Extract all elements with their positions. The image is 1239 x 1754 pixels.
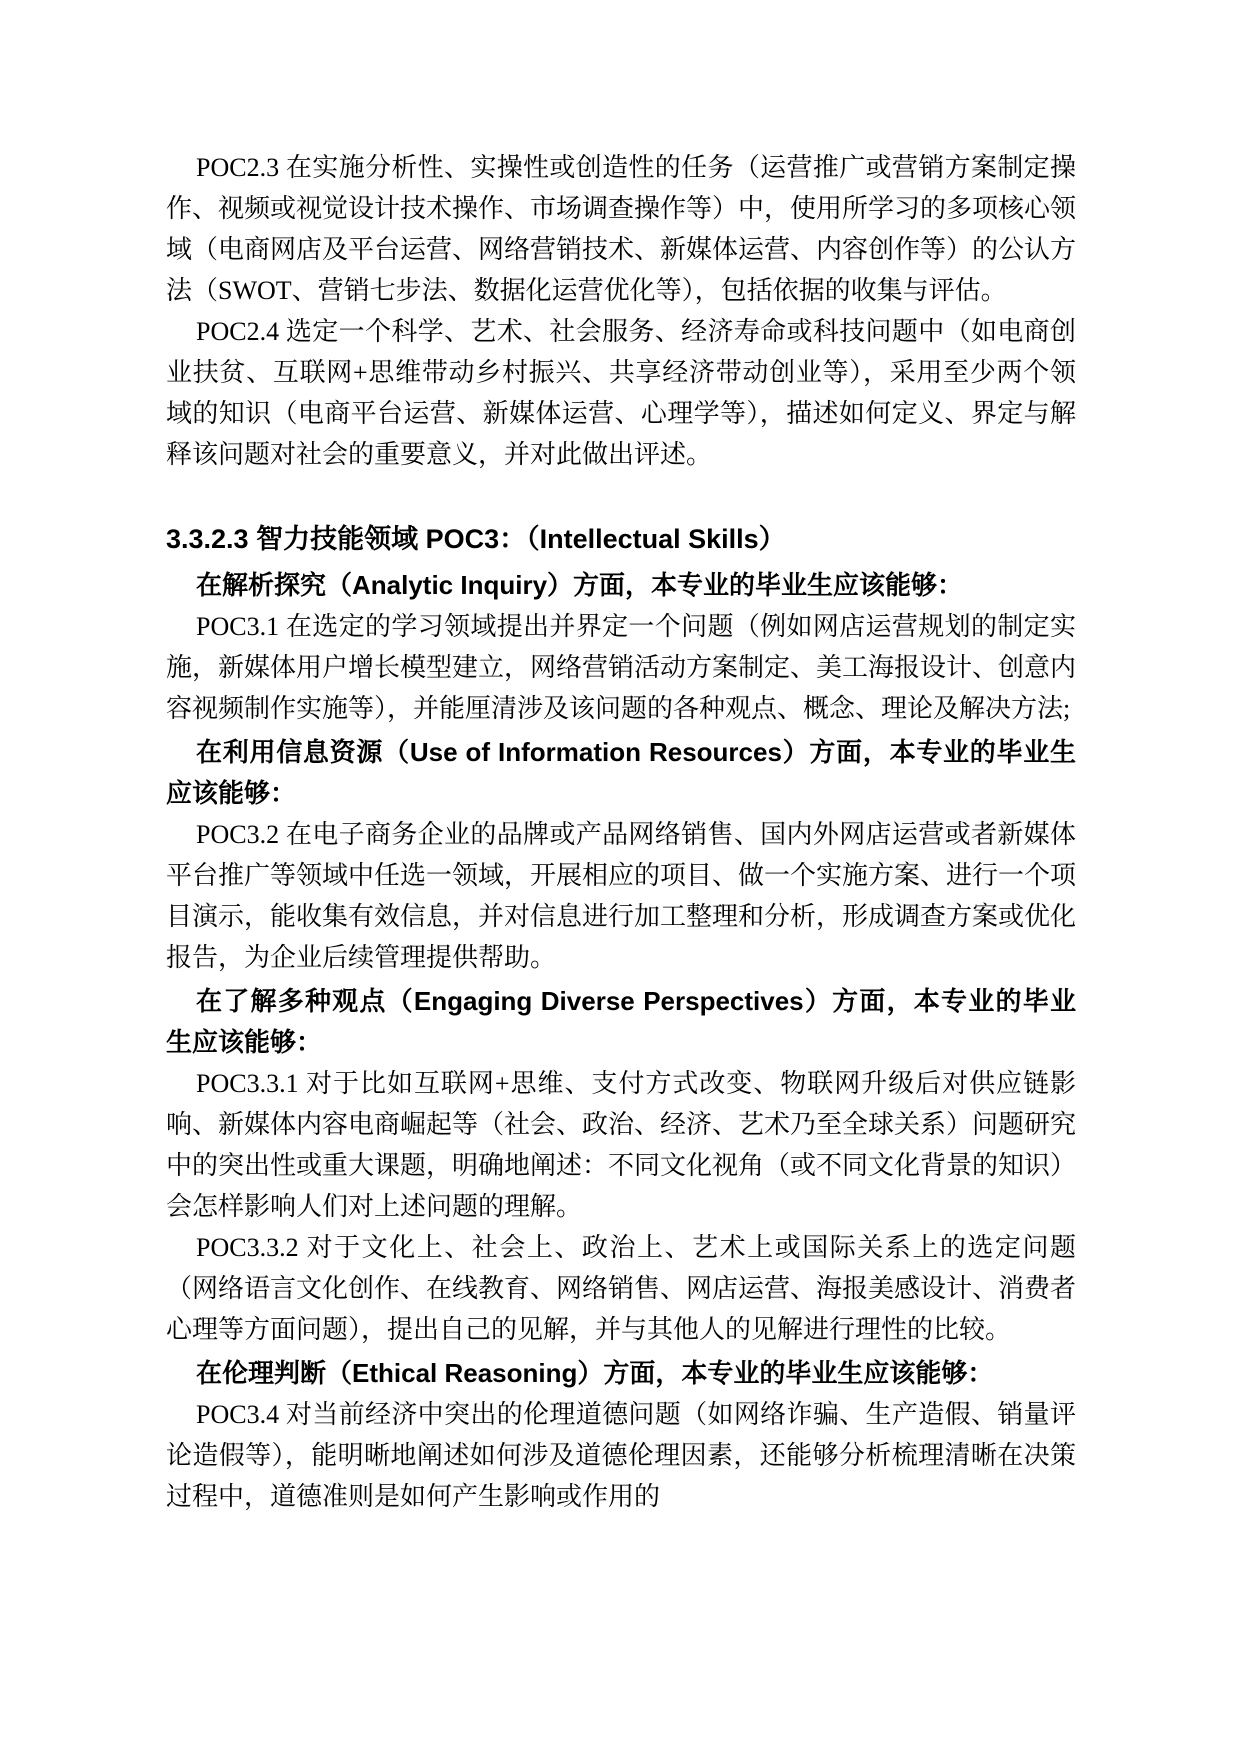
paragraph-poc3-1: POC3.1 在选定的学习领域提出并界定一个问题（例如网店运营规划的制定实施，新媒体用户增长模型建立，网络营销活动方案制定、美工海报设计、创意内容视频制作实施等），并能厘清涉及该问题的各种观点、概念、理论及解决方法; [166,612,1077,723]
document-content [166,147,1076,1517]
paragraph-poc3-3-1: POC3.3.1 对于比如互联网+思维、支付方式改变、物联网升级后对供应链影响、新媒体内容电商崛起等（社会、政治、经济、艺术乃至全球关系）问题研究中的突出性或重大课题，明确地阐述：不同文化视角（或不同文化背景的知识）会怎样影响人们对上述问题的理解。 [166,1069,1077,1221]
paragraph-poc3-2: POC3.2 在电子商务企业的品牌或产品网络销售、国内外网店运营或者新媒体平台推广等领域中任选一领域，开展相应的项目、做一个实施方案、进行一个项目演示，能收集有效信息，并对信息进行加工整理和分析，形成调查方案或优化报告，为企业后续管理提供帮助。 [166,820,1077,972]
subheading-ethical-reasoning: 在伦理判断（Ethical Reasoning）方面，本专业的毕业生应该能够： [196,1358,994,1388]
paragraph-poc3-3-2: POC3.3.2 对于文化上、社会上、政治上、艺术上或国际关系上的选定问题（网络语言文化创作、在线教育、网络销售、网店运营、海报美感设计、消费者心理等方面问题），提出自己的见解，并与其他人的见解进行理性的比较。 [166,1233,1077,1344]
paragraph-poc2-3: POC2.3 在实施分析性、实操性或创造性的任务（运营推广或营销方案制定操作、视频或视觉设计技术操作、市场调查操作等）中，使用所学习的多项核心领域（电商网店及平台运营、网络营销技术、新媒体运营、内容创作等）的公认方法（SWOT、营销七步法、数据化运营优化等），包括依据的收集与评估。 [166,153,1077,305]
subheading-analytic-inquiry: 在解析探究（Analytic Inquiry）方面，本专业的毕业生应该能够： [196,570,964,600]
paragraph-poc3-4: POC3.4 对当前经济中突出的伦理道德问题（如网络诈骗、生产造假、销量评论造假等），能明晰地阐述如何涉及道德伦理因素，还能够分析梳理清晰在决策过程中，道德准则是如何产生影响或作用的 [166,1400,1076,1511]
section-heading-3-3-2-3: 3.3.2.3 智力技能领域 POC3：（Intellectual Skills） [166,524,786,554]
subheading-use-of-information-resources: 在利用信息资源（Use of Information Resources）方面，本专业的毕业生应该能够： [166,737,1076,808]
subheading-engaging-diverse-perspectives: 在了解多种观点（Engaging Diverse Perspectives）方面，本专业的毕业生应该能够： [166,986,1076,1057]
paragraph-poc2-4: POC2.4 选定一个科学、艺术、社会服务、经济寿命或科技问题中（如电商创业扶贫、互联网+思维带动乡村振兴、共享经济带动创业等），采用至少两个领域的知识（电商平台运营、新媒体运营、心理学等），描述如何定义、界定与解释该问题对社会的重要意义，并对此做出评述。 [166,317,1076,469]
